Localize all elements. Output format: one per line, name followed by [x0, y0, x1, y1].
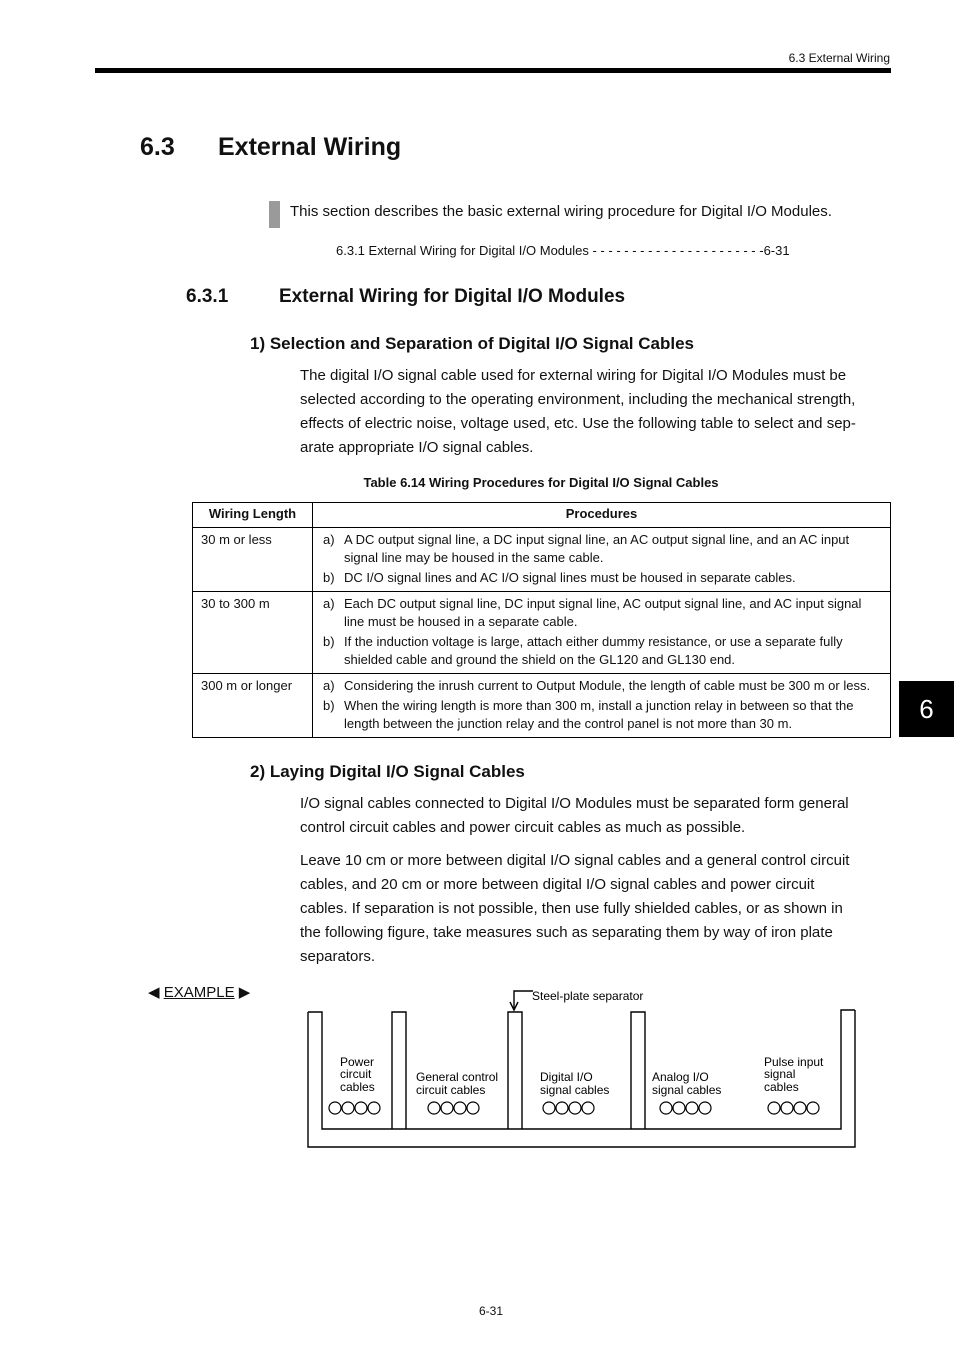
item-text: If the induction voltage is large, attach either dummy resistance, or use a separate fully shielded cable and ground the shield on the GL120 and GL130 end.: [344, 634, 843, 667]
cable-circle-icon: [355, 1102, 367, 1114]
cable-circle-icon: [428, 1102, 440, 1114]
compartment-label: General control: [416, 1070, 499, 1084]
compartment-label: cables: [764, 1080, 799, 1094]
compartment-label: signal cables: [540, 1083, 610, 1097]
compartment-labels: [340, 1055, 824, 1097]
text-line: cables. If separation is not possible, then use fully shielded cables, or as shown in: [300, 900, 843, 917]
compartment-label: circuit cables: [416, 1083, 486, 1097]
cable-circle-icon: [794, 1102, 806, 1114]
item-label: b): [323, 634, 335, 649]
table-row: [193, 592, 891, 674]
item-label: b): [323, 698, 335, 713]
procedure-item: [323, 595, 884, 631]
text-line: separators.: [300, 948, 376, 965]
column-header-wiring-length: Wiring Length: [193, 503, 313, 528]
compartment-label: Digital I/O: [540, 1070, 593, 1084]
part2-heading: 2) Laying Digital I/O Signal Cables: [250, 762, 525, 781]
toc-entry[interactable]: 6.3.1 External Wiring for Digital I/O Modules - - - - - - - - - - - - - - - - - - - - - -6-31: [336, 243, 790, 258]
item-label: a): [323, 532, 335, 547]
running-header: 6.3 External Wiring: [788, 51, 890, 65]
item-text: Considering the inrush current to Output Module, the length of cable must be 300 m or less.: [344, 678, 871, 693]
procedure-item: [323, 677, 884, 695]
separator-plate: [508, 1012, 522, 1129]
procedure-item: [323, 569, 884, 587]
subsection-title: External Wiring for Digital I/O Modules: [279, 286, 626, 307]
separator-plate: [631, 1012, 645, 1129]
cable-circle-icon: [569, 1102, 581, 1114]
cable-circle-icon: [660, 1102, 672, 1114]
separator-label: Steel-plate separator: [532, 989, 644, 1003]
example-marker: [148, 983, 250, 1001]
right-arrow-icon: ▶: [238, 984, 251, 1001]
cable-circle-icon: [329, 1102, 341, 1114]
text-line: the following figure, take measures such as separating them by way of iron plate: [300, 924, 833, 941]
separator-plate: [392, 1012, 406, 1129]
part2-paragraph-1: [300, 792, 892, 840]
text-line: The digital I/O signal cable used for external wiring for Digital I/O Modules must be: [300, 367, 847, 384]
compartment-label: circuit: [340, 1067, 372, 1081]
text-line: Leave 10 cm or more between digital I/O signal cables and a general control circuit: [300, 852, 850, 869]
item-text: DC I/O signal lines and AC I/O signal lines must be housed in separate cables.: [344, 570, 796, 585]
item-text: Each DC output signal line, DC input signal line, AC output signal line, and AC input signal line must be housed in a separate cable.: [344, 596, 862, 629]
procedure-item: [323, 531, 884, 567]
compartment-label: Analog I/O: [652, 1070, 709, 1084]
part1-heading: 1) Selection and Separation of Digital I/O Signal Cables: [250, 334, 694, 353]
cable-bundle-pulse-input: [768, 1102, 819, 1114]
table-header-row: [193, 503, 891, 528]
wiring-length-cell: 300 m or longer: [193, 674, 313, 738]
text-line: effects of electric noise, voltage used, etc. Use the following table to select and sep-: [300, 415, 856, 432]
header-rule: [95, 68, 891, 73]
table-row: [193, 674, 891, 738]
procedure-item: [323, 633, 884, 669]
item-label: a): [323, 596, 335, 611]
procedures-cell: [313, 528, 891, 592]
cable-circle-icon: [781, 1102, 793, 1114]
cable-bundle-general-control: [428, 1102, 479, 1114]
wiring-length-cell: 30 to 300 m: [193, 592, 313, 674]
cable-circle-icon: [686, 1102, 698, 1114]
table-caption: Table 6.14 Wiring Procedures for Digital I/O Signal Cables: [363, 475, 719, 490]
item-label: b): [323, 570, 335, 585]
cable-circle-icon: [807, 1102, 819, 1114]
table-row: [193, 528, 891, 592]
example-label: EXAMPLE: [163, 984, 235, 1001]
cable-circle-icon: [441, 1102, 453, 1114]
procedures-cell: [313, 592, 891, 674]
part2-paragraph-2: [300, 849, 892, 969]
text-line: cables, and 20 cm or more between digital I/O signal cables and power circuit: [300, 876, 815, 893]
chapter-tab[interactable]: 6: [899, 681, 954, 737]
cable-circle-icon: [368, 1102, 380, 1114]
section-number: 6.3: [140, 133, 175, 161]
item-text: When the wiring length is more than 300 m, install a junction relay in between so that the length between the junction relay and the control panel is not more than 30 m.: [344, 698, 854, 731]
procedures-cell: [313, 674, 891, 738]
text-line: selected according to the operating environment, including the mechanical strength,: [300, 391, 856, 408]
page-number: 6-31: [478, 1304, 504, 1318]
compartment-label: Pulse input: [764, 1055, 824, 1069]
section-title: External Wiring: [218, 133, 402, 161]
intro-marker-bar: [269, 201, 280, 228]
cable-circle-icon: [768, 1102, 780, 1114]
column-header-procedures: Procedures: [313, 503, 891, 528]
wiring-length-cell: 30 m or less: [193, 528, 313, 592]
item-text: A DC output signal line, a DC input signal line, an AC output signal line, and an AC input signal line may be housed in the same cable.: [344, 532, 850, 565]
subsection-number: 6.3.1: [186, 286, 229, 307]
cable-circle-icon: [556, 1102, 568, 1114]
compartment-label: Power: [340, 1055, 375, 1069]
left-arrow-icon: ◀: [148, 984, 160, 1001]
text-line: I/O signal cables connected to Digital I/O Modules must be separated form general: [300, 795, 849, 812]
cable-circle-icon: [582, 1102, 594, 1114]
item-label: a): [323, 678, 335, 693]
cable-circle-icon: [467, 1102, 479, 1114]
cable-circle-icon: [543, 1102, 555, 1114]
text-line: arate appropriate I/O signal cables.: [300, 439, 534, 456]
cable-circle-icon: [673, 1102, 685, 1114]
part1-paragraph: [300, 364, 892, 460]
compartment-label: cables: [340, 1080, 375, 1094]
cable-bundle-analog-io: [660, 1102, 711, 1114]
cable-circle-icon: [454, 1102, 466, 1114]
cable-bundle-digital-io: [543, 1102, 594, 1114]
intro-text: This section describes the basic external wiring procedure for Digital I/O Modules.: [290, 203, 832, 220]
cable-separation-diagram: [300, 982, 860, 1152]
procedure-item: [323, 697, 884, 733]
cable-circle-icon: [342, 1102, 354, 1114]
compartment-label: signal cables: [652, 1083, 722, 1097]
text-line: control circuit cables and power circuit cables as much as possible.: [300, 819, 746, 836]
compartment-label: signal: [764, 1067, 796, 1081]
cable-bundle-power: [329, 1102, 380, 1114]
cable-circle-icon: [699, 1102, 711, 1114]
wiring-procedures-table: [192, 502, 891, 738]
